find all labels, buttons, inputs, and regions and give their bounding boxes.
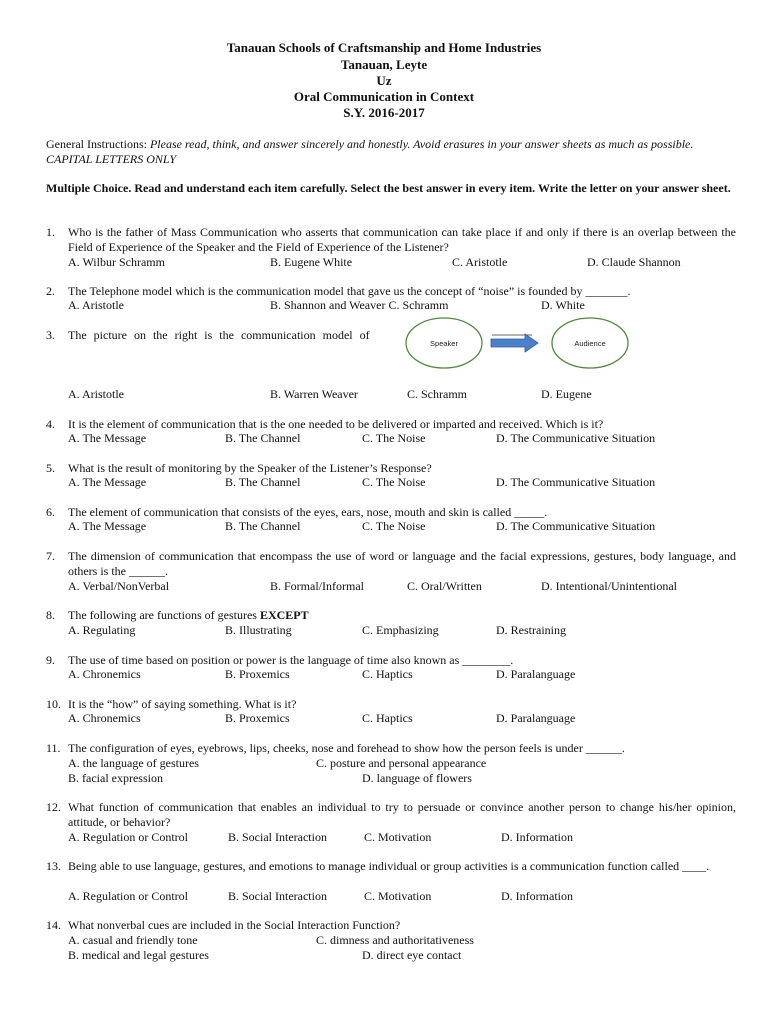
option: D. direct eye contact (362, 948, 462, 962)
option: D. Information (501, 830, 573, 844)
option: D. Paralanguage (496, 667, 576, 681)
question-text: What nonverbal cues are included in the Social Interaction Function? (68, 918, 401, 932)
option: D. Intentional/Unintentional (541, 579, 677, 593)
question-number: 13. (46, 859, 61, 873)
question-number: 4. (46, 417, 55, 431)
question-text: The picture on the right is the communication model of (68, 328, 370, 342)
question-number: 11. (46, 741, 61, 755)
question-text: What function of communication that enables an individual to try to persuade or convince another person to change his/her opinion, attitude, or behavior? (68, 800, 736, 829)
option: C. Aristotle (452, 255, 508, 269)
option: B. The Channel (225, 475, 301, 489)
school-name: Tanauan Schools of Craftsmanship and Home Industries (226, 40, 542, 55)
option: B. Formal/Informal (270, 579, 364, 593)
option: B. Warren Weaver (270, 387, 358, 401)
subject-title: Oral Communication in Context (293, 89, 475, 104)
option: B. medical and legal gestures (68, 948, 209, 962)
option: A. Chronemics (68, 667, 141, 681)
option: D. Restraining (496, 623, 566, 637)
question-text: What is the result of monitoring by the Speaker of the Listener’s Response? (68, 461, 432, 475)
school-location: Tanauan, Leyte (340, 57, 428, 72)
option: B. Illustrating (225, 623, 292, 637)
option: A. Aristotle (68, 298, 124, 312)
option: A. casual and friendly tone (68, 933, 198, 947)
question-text: The element of communication that consists of the eyes, ears, nose, mouth and skin is called _____. (68, 505, 548, 519)
option: D. language of flowers (362, 771, 472, 785)
option: C. posture and personal appearance (316, 756, 487, 770)
question-emphasis: EXCEPT (259, 608, 309, 622)
option: C. Schramm (407, 387, 467, 401)
option: B. Proxemics (225, 711, 290, 725)
question-number: 8. (46, 608, 55, 622)
option: D. The Communicative Situation (496, 519, 656, 533)
option: A. Regulation or Control (68, 889, 188, 903)
instructions-label: General Instructions: (46, 137, 147, 151)
question-number: 10. (46, 697, 61, 711)
general-instructions (46, 137, 736, 166)
code-label: Uz (376, 73, 392, 88)
option: A. Chronemics (68, 711, 141, 725)
option: B. Proxemics (225, 667, 290, 681)
question-text: It is the element of communication that is the one needed to be delivered or imparted and received. Which is it? (68, 417, 604, 431)
option: D. Eugene (541, 387, 592, 401)
option: D. White (541, 298, 585, 312)
option: C. Haptics (362, 711, 413, 725)
communication-model-diagram (404, 314, 634, 374)
question-number: 7. (46, 549, 55, 563)
option: A. Wilbur Schramm (68, 255, 165, 269)
option: A. The Message (68, 475, 147, 489)
arrow-icon (491, 334, 538, 352)
option: A. Regulating (68, 623, 136, 637)
option: B. The Channel (225, 519, 301, 533)
option: C. Emphasizing (362, 623, 439, 637)
question-number: 1. (46, 225, 55, 239)
question-number: 6. (46, 505, 55, 519)
option: B. Eugene White (270, 255, 353, 269)
question-text: Being able to use language, gestures, and emotions to manage individual or group activities is a communication function called ____. (68, 859, 710, 873)
question-text: The following are functions of gestures (68, 608, 257, 622)
option: C. Haptics (362, 667, 413, 681)
option: A. The Message (68, 431, 147, 445)
option: C. The Noise (362, 475, 426, 489)
question-text-line (68, 608, 736, 623)
audience-label: Audience (574, 339, 606, 348)
question-number: 12. (46, 800, 61, 814)
question-number: 9. (46, 653, 55, 667)
option: B. Social Interaction (228, 889, 327, 903)
question-number: 3. (46, 328, 55, 342)
option: C. Oral/Written (407, 579, 482, 593)
option: A. Aristotle (68, 387, 124, 401)
option: D. The Communicative Situation (496, 475, 656, 489)
option: C. Motivation (364, 889, 432, 903)
option: B. facial expression (68, 771, 163, 785)
multiple-choice-directions: Multiple Choice. Read and understand each item carefully. Select the best answer in every item. Write the letter on your answer sheet. (46, 181, 731, 195)
option: D. Claude Shannon (587, 255, 681, 269)
question-text: The Telephone model which is the communication model that gave us the concept of “noise” is founded by _______. (68, 284, 631, 298)
option: B. The Channel (225, 431, 301, 445)
option: D. Paralanguage (496, 711, 576, 725)
question-number: 14. (46, 918, 61, 932)
option: A. Regulation or Control (68, 830, 188, 844)
speaker-label: Speaker (430, 339, 458, 348)
option: A. Verbal/NonVerbal (68, 579, 170, 593)
option: C. Motivation (364, 830, 432, 844)
question-text: The dimension of communication that encompass the use of word or language and the facial expressions, gestures, body language, and others is the ______. (68, 549, 736, 578)
option: A. the language of gestures (68, 756, 199, 770)
question-number: 2. (46, 284, 55, 298)
school-year: S.Y. 2016-2017 (343, 105, 425, 120)
option: B. Social Interaction (228, 830, 327, 844)
question-text: The use of time based on position or power is the language of time also known as ________. (68, 653, 514, 667)
option: C. The Noise (362, 519, 426, 533)
option: D. Information (501, 889, 573, 903)
instructions-text: Please read, think, and answer sincerely and honestly. Avoid erasures in your answer sheets as much as possible. CAPITAL LETTERS ONLY (46, 137, 694, 166)
question-number: 5. (46, 461, 55, 475)
option: D. The Communicative Situation (496, 431, 656, 445)
option: C. dimness and authoritativeness (316, 933, 474, 947)
question-text: The configuration of eyes, eyebrows, lips, cheeks, nose and forehead to show how the person feels is under ______. (68, 741, 625, 755)
option: B. Shannon and Weaver C. Schramm (270, 298, 449, 312)
question-text: It is the “how” of saying something. What is it? (68, 697, 297, 711)
option: A. The Message (68, 519, 147, 533)
question-text: Who is the father of Mass Communication who asserts that communication can take place if and only if there is an overlap between the Field of Experience of the Speaker and the Field of Experience of the Listener? (68, 225, 736, 254)
option: C. The Noise (362, 431, 426, 445)
